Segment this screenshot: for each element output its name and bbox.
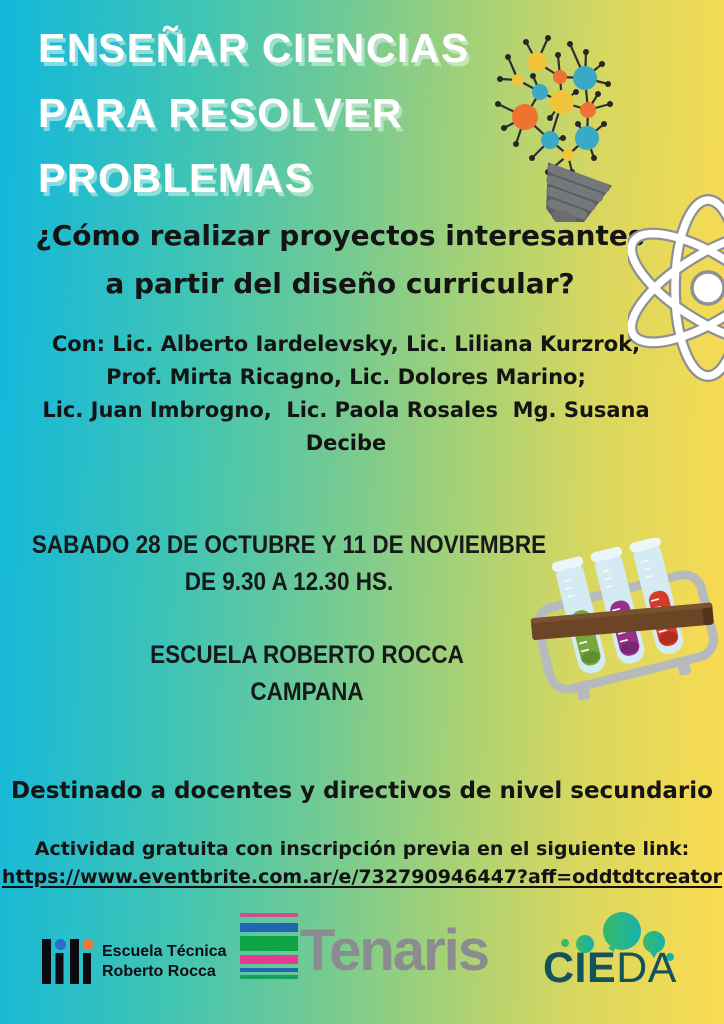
cieda-wordmark [543, 944, 677, 992]
audience-note: Destinado a docentes y directivos de nivel secundario [11, 778, 713, 804]
cieda-bold: CIE [543, 944, 617, 992]
subtitle-line: a partir del diseño curricular? [105, 267, 575, 300]
subtitle-line: ¿Cómo realizar proyectos interesantes [35, 219, 645, 252]
registration-link-row [0, 866, 724, 888]
tenaris-logo-stripes-icon [240, 913, 298, 983]
event-venue [0, 637, 614, 711]
tenaris-wordmark: Tenaris [300, 918, 489, 983]
title-line: PROBLEMAS [38, 155, 314, 201]
venue-line: CAMPANA [250, 678, 364, 706]
speakers-line: Lic. Juan Imbrogno, Lic. Paola Rosales Mg. Susana Decibe [42, 398, 657, 455]
schedule-line: DE 9.30 A 12.30 HS. [184, 568, 394, 596]
poster-title [38, 16, 470, 211]
schedule-line: SABADO 28 DE OCTUBRE Y 11 DE NOVIEMBRE [31, 531, 547, 559]
venue-line: ESCUELA ROBERTO ROCCA [150, 641, 464, 669]
etrr-logo-text [102, 942, 227, 981]
cieda-light: DA [616, 944, 677, 992]
event-schedule [0, 527, 578, 601]
etrr-logo-icon [42, 939, 94, 985]
registration-note: Actividad gratuita con inscripción previa en el siguiente link: [34, 838, 690, 860]
speakers-list [0, 328, 692, 460]
title-line: ENSEÑAR CIENCIAS [38, 25, 470, 71]
registration-link[interactable]: https://www.eventbrite.com.ar/e/732790946447?aff=oddtdtcreator [1, 866, 723, 888]
idea-lightbulb-icon [488, 22, 633, 222]
speakers-line: Prof. Mirta Ricagno, Lic. Dolores Marino; [106, 365, 586, 389]
poster-subtitle [0, 212, 680, 308]
title-line: PARA RESOLVER [38, 90, 403, 136]
etrr-line: Escuela Técnica [102, 943, 227, 960]
speakers-line: Con: Lic. Alberto Iardelevsky, Lic. Liliana Kurzrok, [51, 332, 641, 356]
etrr-line: Roberto Rocca [102, 962, 216, 980]
